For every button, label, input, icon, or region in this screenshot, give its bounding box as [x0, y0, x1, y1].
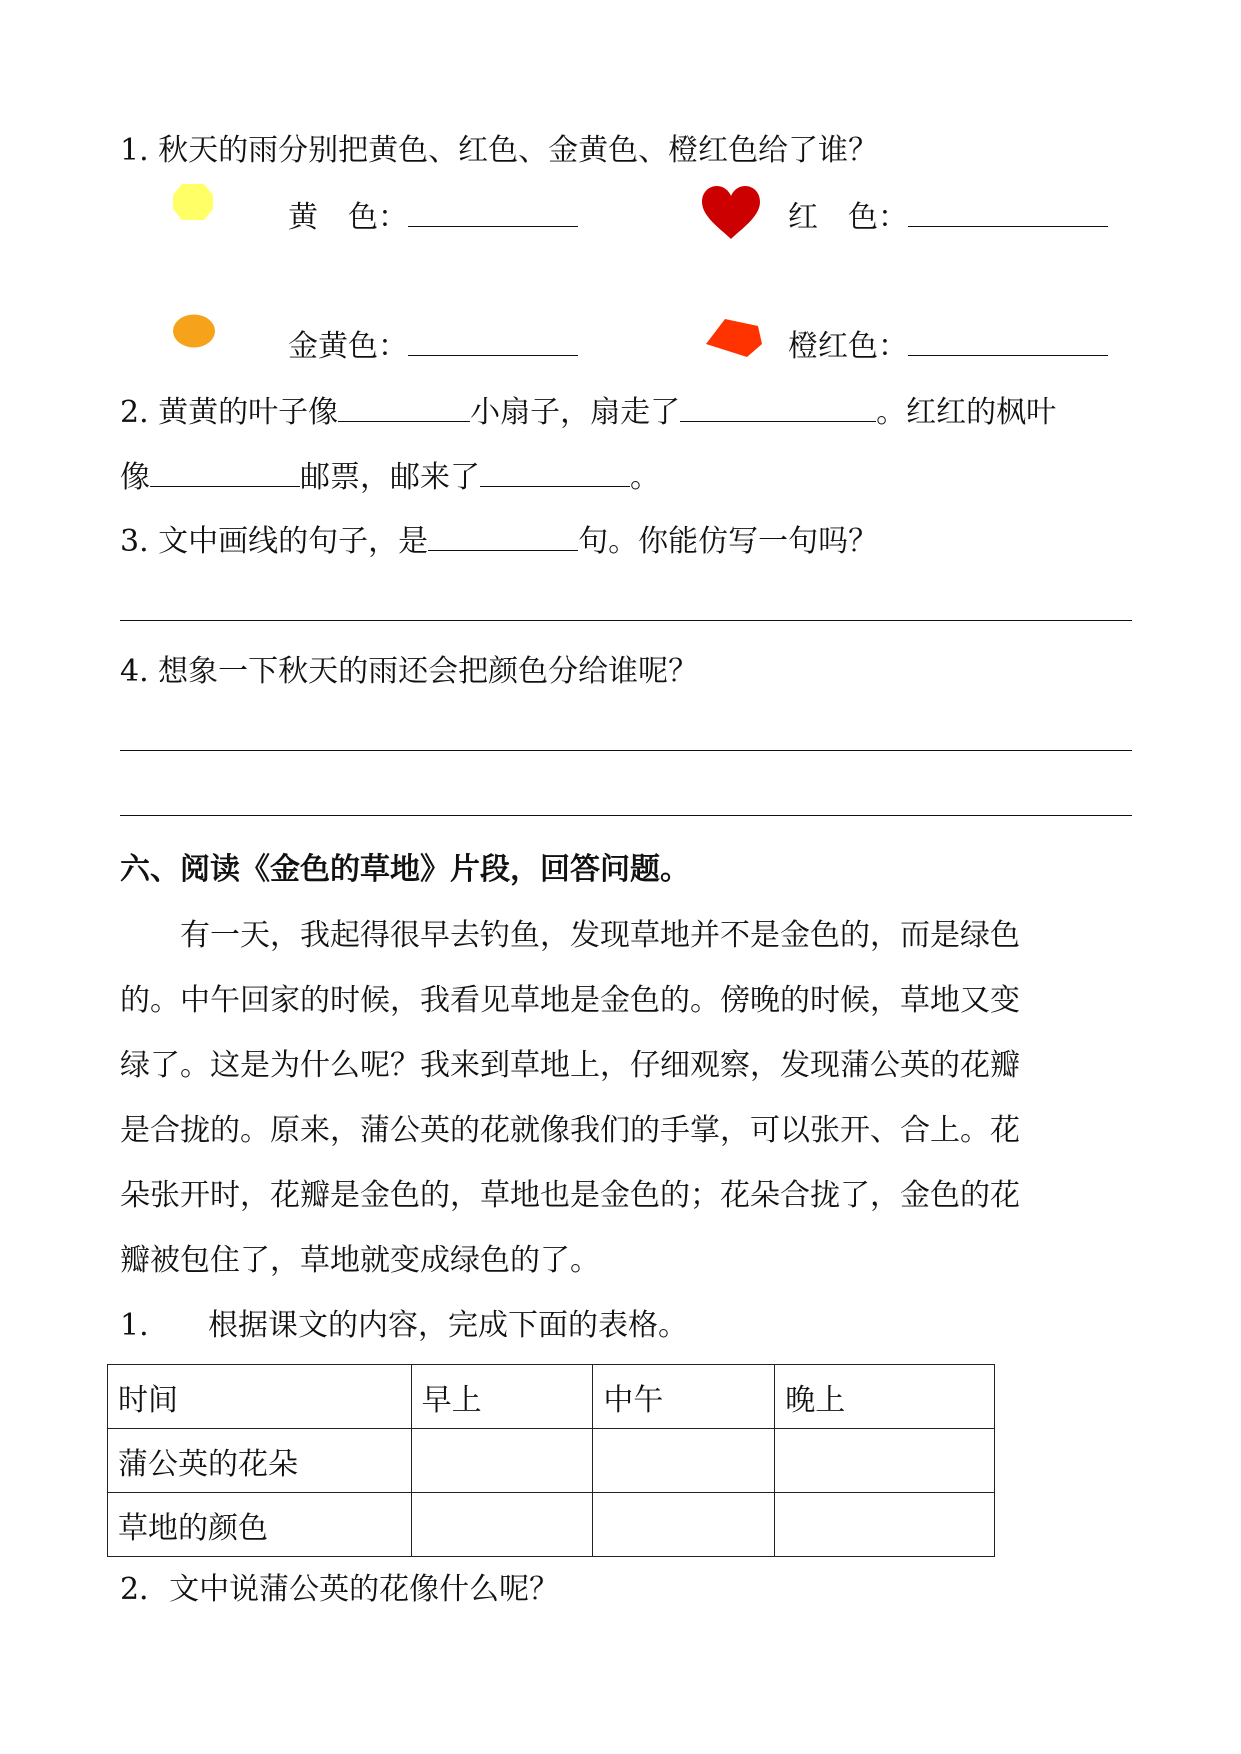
orange-circle-icon: [172, 314, 216, 348]
q4-answer-line-2[interactable]: [120, 815, 1132, 816]
q4-question: 4. 想象一下秋天的雨还会把颜色分给谁呢？: [120, 654, 699, 689]
section-6-q1-text: 根据课文的内容，完成下面的表格。: [208, 1308, 688, 1343]
passage-line: 朵张开时，花瓣是金色的，草地也是金色的；花朵合拢了，金色的花: [120, 1178, 1020, 1213]
reading-passage: [120, 916, 1132, 1306]
table-cell-answer[interactable]: [593, 1493, 775, 1557]
q2-part5: 邮票，邮来了: [300, 460, 480, 495]
orange-red-pentagon-icon: [703, 318, 763, 358]
q1-question: 1. 秋天的雨分别把黄色、红色、金黄色、橙红色给了谁？: [120, 133, 879, 168]
table-row: [108, 1429, 995, 1493]
table-header-cell: 晚上: [775, 1365, 995, 1429]
orange-red-label: 橙红色：: [788, 329, 908, 364]
red-label: 红 色：: [788, 200, 908, 235]
yellow-hexagon-icon: [172, 183, 214, 221]
q2-part3: 。红红的枫叶: [876, 395, 1057, 430]
passage-line: 有一天，我起得很早去钓鱼，发现草地并不是金色的，而是绿色: [120, 918, 1020, 953]
table-cell-answer[interactable]: [411, 1429, 593, 1493]
table-row-label: 蒲公英的花朵: [108, 1429, 412, 1493]
section-6-q1-number: 1.: [120, 1308, 149, 1343]
table-cell-answer[interactable]: [593, 1429, 775, 1493]
q3-part1: 3. 文中画线的句子，是: [120, 524, 429, 559]
table-row-label: 草地的颜色: [108, 1493, 412, 1557]
table-header-cell: 早上: [411, 1365, 593, 1429]
yellow-answer-blank[interactable]: [408, 200, 578, 227]
q2-blank-4[interactable]: [480, 460, 630, 487]
red-heart-icon: [700, 185, 762, 240]
q2-blank-1[interactable]: [338, 395, 470, 422]
table-header-cell: 中午: [593, 1365, 775, 1429]
passage-line: 是合拢的。原来，蒲公英的花就像我们的手掌，可以张开、合上。花: [120, 1113, 1020, 1148]
table-cell-answer[interactable]: [411, 1493, 593, 1557]
table-header-cell: 时间: [108, 1365, 412, 1429]
q3-blank[interactable]: [428, 524, 578, 551]
table-row: [108, 1493, 995, 1557]
q2-part2: 小扇子，扇走了: [470, 395, 681, 430]
section-6-title: 六、阅读《金色的草地》片段，回答问题。: [120, 852, 690, 887]
red-answer-blank[interactable]: [908, 200, 1108, 227]
passage-line: 绿了。这是为什么呢？我来到草地上，仔细观察，发现蒲公英的花瓣: [120, 1048, 1020, 1083]
gold-answer-blank[interactable]: [408, 329, 578, 356]
q2-part1: 2. 黄黄的叶子像: [120, 395, 339, 430]
table-header-row: [108, 1365, 995, 1429]
passage-line: 的。中午回家的时候，我看见草地是金色的。傍晚的时候，草地又变: [120, 983, 1020, 1018]
gold-label: 金黄色：: [288, 329, 408, 364]
q4-answer-line-1[interactable]: [120, 750, 1132, 751]
q3-part2: 句。你能仿写一句吗？: [578, 524, 879, 559]
table-cell-answer[interactable]: [775, 1429, 995, 1493]
table-cell-answer[interactable]: [775, 1493, 995, 1557]
q2-blank-2[interactable]: [680, 395, 876, 422]
answer-table: [107, 1364, 995, 1557]
q2-blank-3[interactable]: [150, 460, 300, 487]
yellow-label: 黄 色：: [288, 200, 408, 235]
q3-answer-line[interactable]: [120, 620, 1132, 621]
q2-part6: 。: [630, 460, 660, 495]
section-6-q2: 2．文中说蒲公英的花像什么呢？: [120, 1572, 560, 1607]
q2-part4: 像: [120, 460, 150, 495]
orange-red-answer-blank[interactable]: [908, 329, 1108, 356]
passage-line: 瓣被包住了，草地就变成绿色的了。: [120, 1243, 600, 1278]
